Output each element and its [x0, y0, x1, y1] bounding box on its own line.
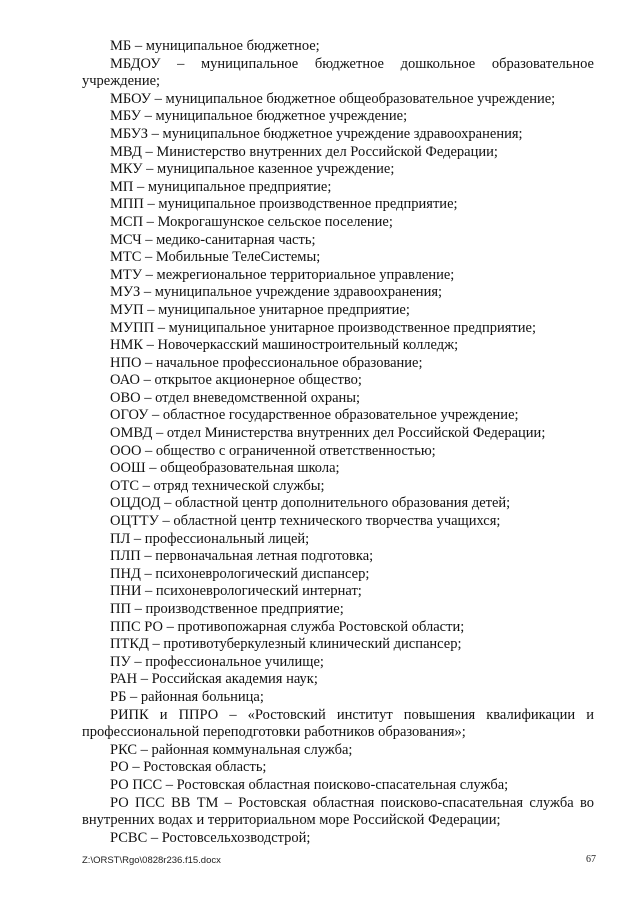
- abbreviation-entry: МТУ – межрегиональное территориальное управление;: [110, 266, 455, 283]
- abbreviation-entry: РСВС – Ростовсельхозводстрой;: [110, 829, 311, 846]
- abbreviation-list: [82, 38, 594, 847]
- abbreviation-entry: МБДОУ – муниципальное бюджетное дошкольное образовательное учреждение;: [82, 55, 594, 90]
- abbreviation-entry: НМК – Новочеркасский машиностроительный колледж;: [110, 337, 459, 354]
- footer-file-path: Z:\ORST\Rgo\0828r236.f15.docx: [82, 855, 221, 866]
- abbreviation-entry: ПЛ – профессиональный лицей;: [110, 530, 310, 547]
- abbreviation-entry: МУП – муниципальное унитарное предприятие;: [110, 301, 410, 318]
- abbreviation-entry: МСП – Мокрогашунское сельское поселение;: [110, 213, 393, 230]
- footer-page-number: 67: [586, 854, 596, 865]
- abbreviation-entry: РБ – районная больница;: [110, 688, 264, 705]
- abbreviation-entry: ОВО – отдел вневедомственной охраны;: [110, 389, 361, 406]
- abbreviation-entry: НПО – начальное профессиональное образование;: [110, 354, 423, 371]
- abbreviation-entry: МТС – Мобильные ТелеСистемы;: [110, 249, 321, 266]
- abbreviation-entry: ПТКД – противотуберкулезный клинический диспансер;: [110, 636, 462, 653]
- abbreviation-entry: ПНД – психоневрологический диспансер;: [110, 565, 370, 582]
- abbreviation-entry: МП – муниципальное предприятие;: [110, 178, 332, 195]
- abbreviation-entry: МКУ – муниципальное казенное учреждение;: [110, 161, 395, 178]
- abbreviation-entry: МБУЗ – муниципальное бюджетное учреждение здравоохранения;: [110, 125, 523, 142]
- abbreviation-entry: ООО – общество с ограниченной ответственностью;: [110, 442, 436, 459]
- abbreviation-entry: РКС – районная коммунальная служба;: [110, 741, 353, 758]
- abbreviation-entry: МУЗ – муниципальное учреждение здравоохранения;: [110, 284, 443, 301]
- abbreviation-entry: МБОУ – муниципальное бюджетное общеобразовательное учреждение;: [110, 90, 556, 107]
- abbreviation-entry: ПНИ – психоневрологический интернат;: [110, 583, 362, 600]
- abbreviation-entry: ОМВД – отдел Министерства внутренних дел Российской Федерации;: [110, 425, 546, 442]
- abbreviation-entry: ПУ – профессиональное училище;: [110, 653, 324, 670]
- abbreviation-entry: РО – Ростовская область;: [110, 759, 267, 776]
- abbreviation-entry: РАН – Российская академия наук;: [110, 671, 318, 688]
- abbreviation-entry: ПЛП – первоначальная летная подготовка;: [110, 548, 374, 565]
- abbreviation-entry: ППС РО – противопожарная служба Ростовской области;: [110, 618, 465, 635]
- abbreviation-entry: МСЧ – медико-санитарная часть;: [110, 231, 316, 248]
- abbreviation-entry: РО ПСС – Ростовская областная поисково-спасательная служба;: [110, 776, 509, 793]
- abbreviation-entry: МВД – Министерство внутренних дел Российской Федерации;: [110, 143, 498, 160]
- abbreviation-entry: МУПП – муниципальное унитарное производственное предприятие;: [110, 319, 537, 336]
- abbreviation-entry: МБУ – муниципальное бюджетное учреждение;: [110, 108, 408, 125]
- abbreviation-entry: ОЦТТУ – областной центр технического творчества учащихся;: [110, 513, 501, 530]
- abbreviation-entry: ООШ – общеобразовательная школа;: [110, 460, 340, 477]
- abbreviation-entry: ОТС – отряд технической службы;: [110, 477, 325, 494]
- abbreviation-entry: РО ПСС ВВ ТМ – Ростовская областная поисково-спасательная служба во внутренних водах и территориальном море Российской Федерации;: [82, 794, 594, 829]
- abbreviation-entry: ОАО – открытое акционерное общество;: [110, 372, 362, 389]
- abbreviation-entry: ОЦДОД – областной центр дополнительного образования детей;: [110, 495, 511, 512]
- abbreviation-entry: ОГОУ – областное государственное образовательное учреждение;: [110, 407, 519, 424]
- abbreviation-entry: ПП – производственное предприятие;: [110, 601, 344, 617]
- abbreviation-entry: МПП – муниципальное производственное предприятие;: [110, 196, 458, 213]
- abbreviation-entry: МБ – муниципальное бюджетное;: [110, 38, 320, 54]
- abbreviation-entry: РИПК и ППРО – «Ростовский институт повышения квалификации и профессиональной переподготовки работников образования»;: [82, 706, 594, 741]
